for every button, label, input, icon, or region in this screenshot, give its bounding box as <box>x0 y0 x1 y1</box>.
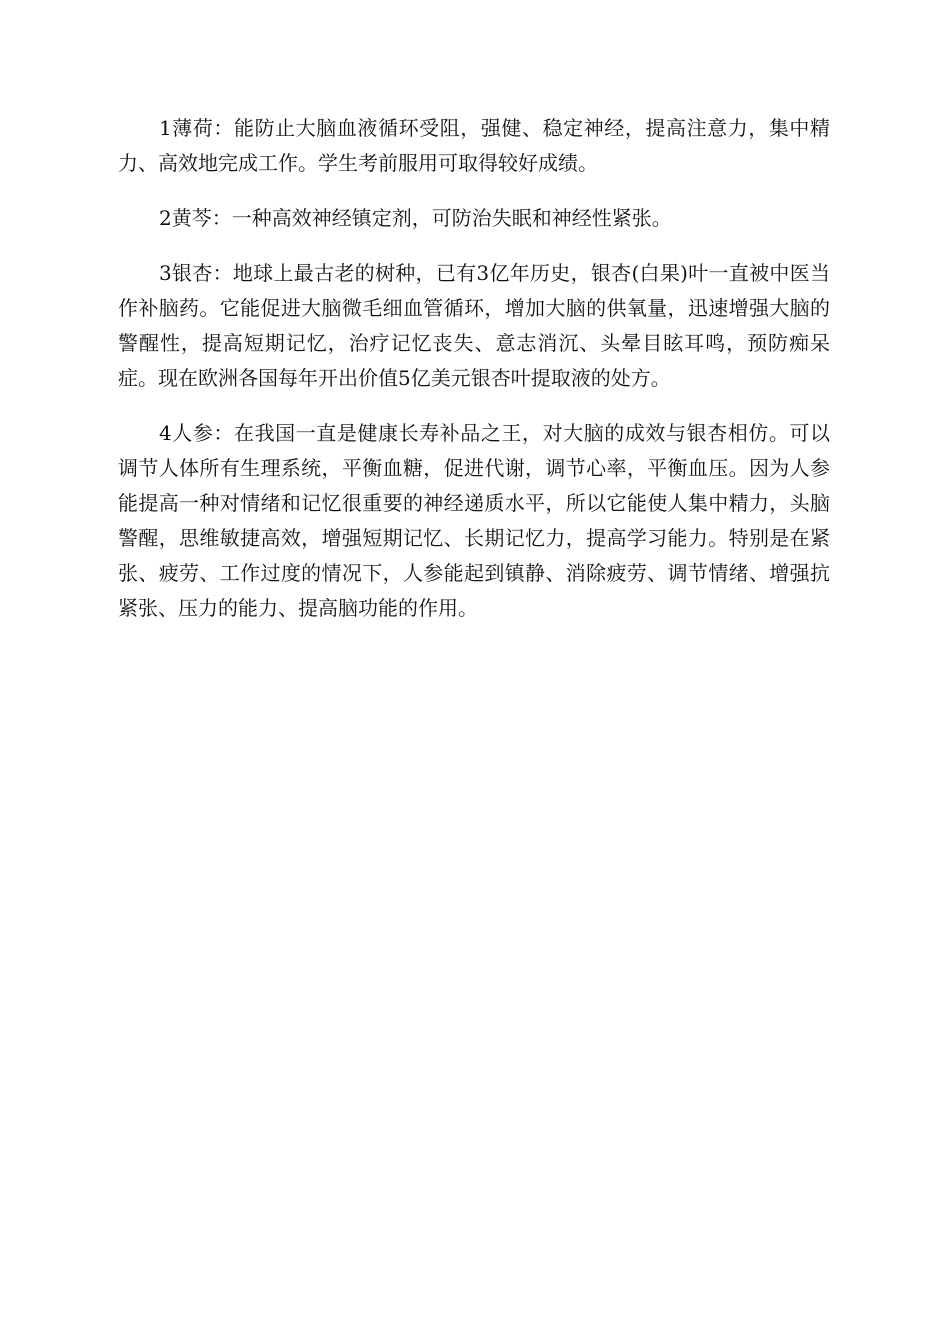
paragraph-ginseng: 4人参：在我国一直是健康长寿补品之王，对大脑的成效与银杏相仿。可以调节人体所有生理系统，平衡血糖，促进代谢，调节心率，平衡血压。因为人参能提高一种对情绪和记忆很重要的神经递质水平，所以它能使人集中精力，头脑警醒，思维敏捷高效，增强短期记忆、长期记忆力，提高学习能力。特别是在紧张、疲劳、工作过度的情况下，人参能起到镇静、消除疲劳、调节情绪、增强抗紧张、压力的能力、提高脑功能的作用。 <box>118 421 830 620</box>
paragraph-scutellaria: 2黄芩：一种高效神经镇定剂，可防治失眠和神经性紧张。 <box>159 206 672 230</box>
paragraph-ginkgo: 3银杏：地球上最古老的树种，已有3亿年历史，银杏(白果)叶一直被中医当作补脑药。它能促进大脑微毛细血管循环，增加大脑的供氧量，迅速增强大脑的警醒性，提高短期记忆，治疗记忆丧失、意志消沉、头晕目眩耳鸣，预防痴呆症。现在欧洲各国每年开出价值5亿美元银杏叶提取液的处方。 <box>118 261 830 390</box>
paragraph-mint: 1薄荷：能防止大脑血液循环受阻，强健、稳定神经，提高注意力，集中精力、高效地完成工作。学生考前服用可取得较好成绩。 <box>118 116 830 175</box>
document-body <box>118 111 830 646</box>
